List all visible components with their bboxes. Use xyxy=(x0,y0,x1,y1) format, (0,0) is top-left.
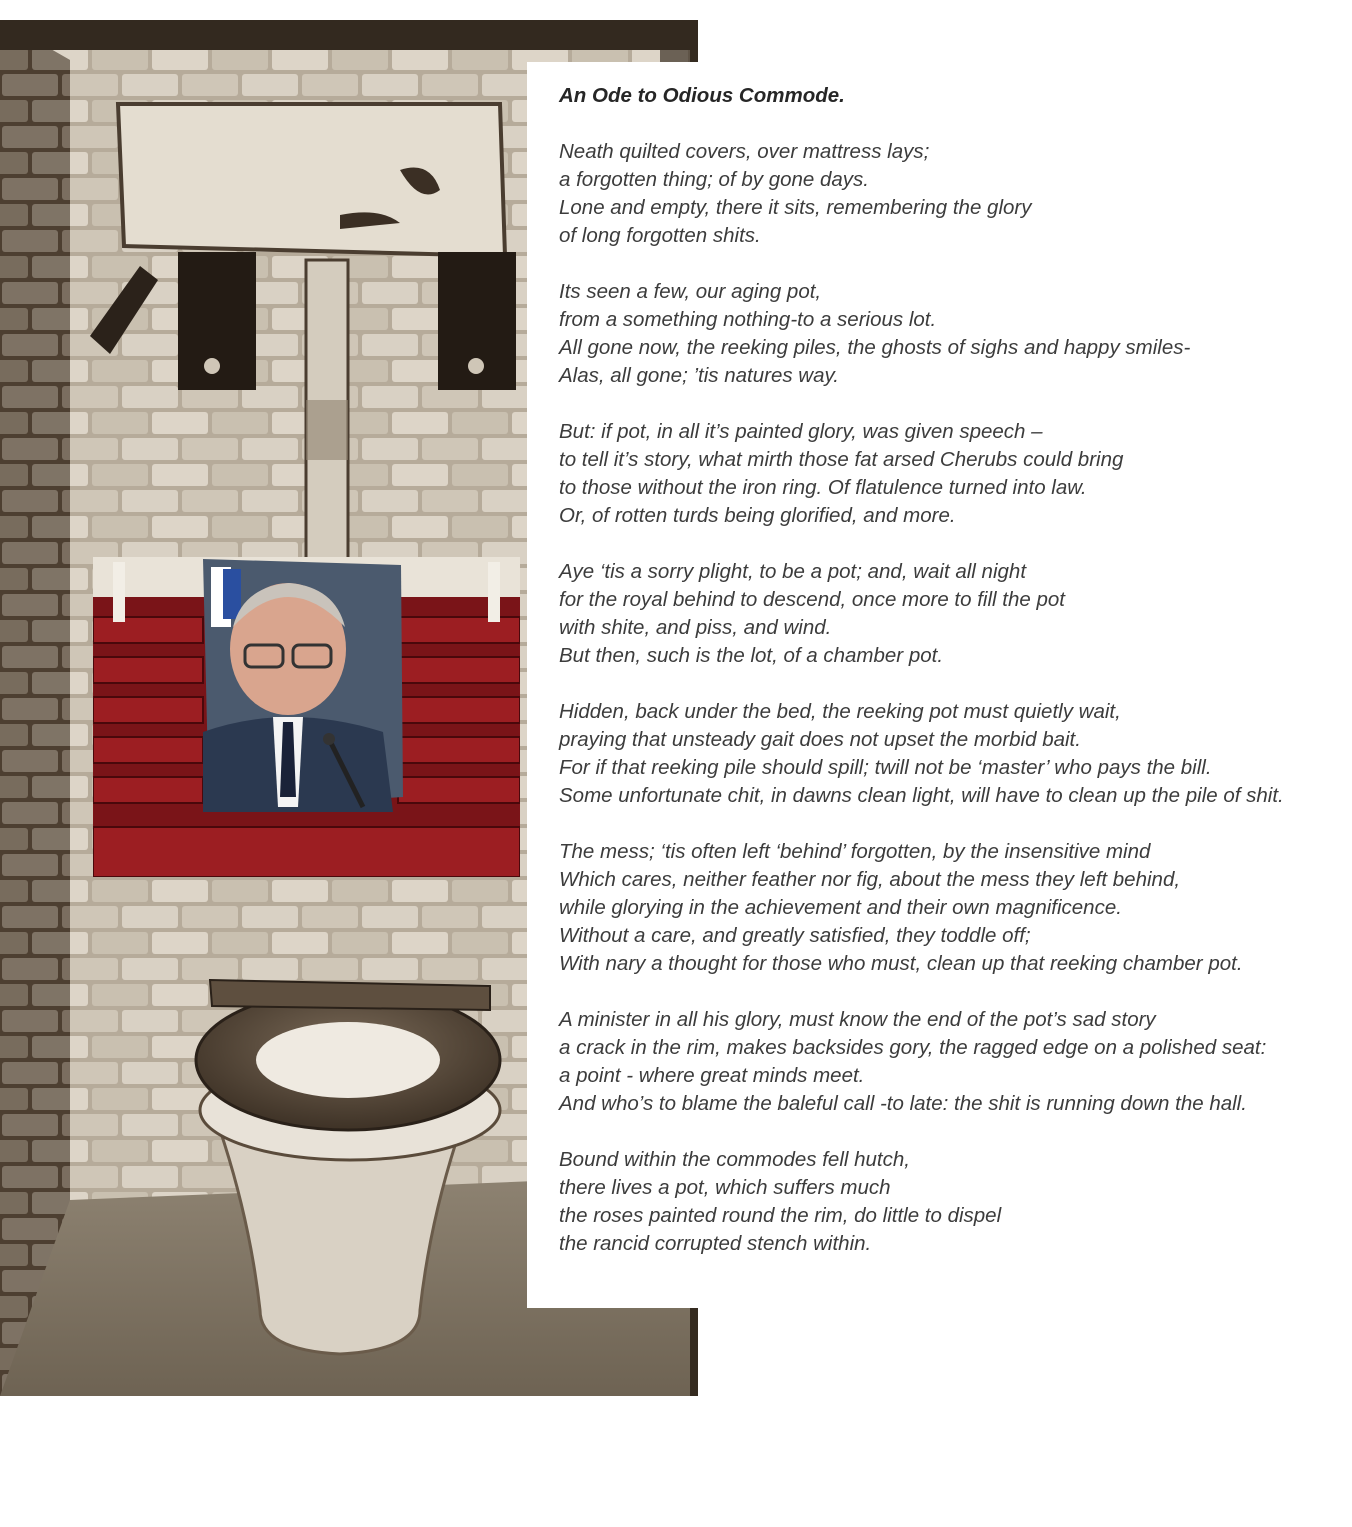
poem-line: Lone and empty, there it sits, remembering the glory xyxy=(559,196,1032,219)
poem-line: of long forgotten shits. xyxy=(559,224,761,247)
poem-stanza xyxy=(559,1006,1352,1118)
poem-line: to tell it’s story, what mirth those fat arsed Cherubs could bring xyxy=(559,448,1124,471)
poem-title: An Ode to Odious Commode. xyxy=(559,84,845,107)
poem-line: Aye ‘tis a sorry plight, to be a pot; and, wait all night xyxy=(559,560,1027,583)
poem-line: Or, of rotten turds being glorified, and more. xyxy=(559,504,956,527)
poem-line: Neath quilted covers, over mattress lays; xyxy=(559,140,930,163)
poem-line: A minister in all his glory, must know the end of the pot’s sad story xyxy=(559,1008,1156,1031)
poem-line: Alas, all gone; ’tis natures way. xyxy=(559,364,839,387)
poem-stanza xyxy=(559,418,1352,530)
poem-line: praying that unsteady gait does not upset the morbid bait. xyxy=(559,728,1081,751)
poem-line: All gone now, the reeking piles, the ghosts of sighs and happy smiles- xyxy=(559,336,1191,359)
poem-line: to those without the iron ring. Of flatulence turned into law. xyxy=(559,476,1087,499)
poem-line: Some unfortunate chit, in dawns clean light, will have to clean up the pile of shit. xyxy=(559,784,1284,807)
poem-line: And who’s to blame the baleful call -to late: the shit is running down the hall. xyxy=(559,1092,1247,1115)
poem-card xyxy=(527,62,1352,1308)
poem-line: Bound within the commodes fell hutch, xyxy=(559,1148,910,1171)
poem-line: the rancid corrupted stench within. xyxy=(559,1232,872,1255)
poem-stanzas xyxy=(559,138,1352,1258)
poem-stanza xyxy=(559,558,1352,670)
poem-line: Its seen a few, our aging pot, xyxy=(559,280,822,303)
poem-line: But: if pot, in all it’s painted glory, was given speech – xyxy=(559,420,1043,443)
poem-stanza xyxy=(559,278,1352,390)
poem-line: from a something nothing-to a serious lot. xyxy=(559,308,937,331)
poem-stanza xyxy=(559,138,1352,250)
poem-line: But then, such is the lot, of a chamber pot. xyxy=(559,644,944,667)
inset-photo xyxy=(93,557,520,877)
poem-line: while glorying in the achievement and their own magnificence. xyxy=(559,896,1122,919)
poem-line: there lives a pot, which suffers much xyxy=(559,1176,891,1199)
poem-line: a crack in the rim, makes backsides gory, the ragged edge on a polished seat: xyxy=(559,1036,1267,1059)
poem-line: Hidden, back under the bed, the reeking pot must quietly wait, xyxy=(559,700,1121,723)
poem-line: for the royal behind to descend, once more to fill the pot xyxy=(559,588,1065,611)
poem-line: with shite, and piss, and wind. xyxy=(559,616,832,639)
poem-line: With nary a thought for those who must, clean up that reeking chamber pot. xyxy=(559,952,1243,975)
poem-line: For if that reeking pile should spill; twill not be ‘master’ who pays the bill. xyxy=(559,756,1212,779)
poem-line: a forgotten thing; of by gone days. xyxy=(559,168,869,191)
poem-line: The mess; ‘tis often left ‘behind’ forgotten, by the insensitive mind xyxy=(559,840,1151,863)
poem-line: Without a care, and greatly satisfied, they toddle off; xyxy=(559,924,1031,947)
poem-line: Which cares, neither feather nor fig, about the mess they left behind, xyxy=(559,868,1181,891)
poem-line: a point - where great minds meet. xyxy=(559,1064,865,1087)
poem xyxy=(559,82,1352,1258)
poem-line: the roses painted round the rim, do little to dispel xyxy=(559,1204,1002,1227)
chamber-illustration xyxy=(93,557,520,877)
poem-stanza xyxy=(559,698,1352,810)
poem-stanza xyxy=(559,1146,1352,1258)
poem-stanza xyxy=(559,838,1352,978)
